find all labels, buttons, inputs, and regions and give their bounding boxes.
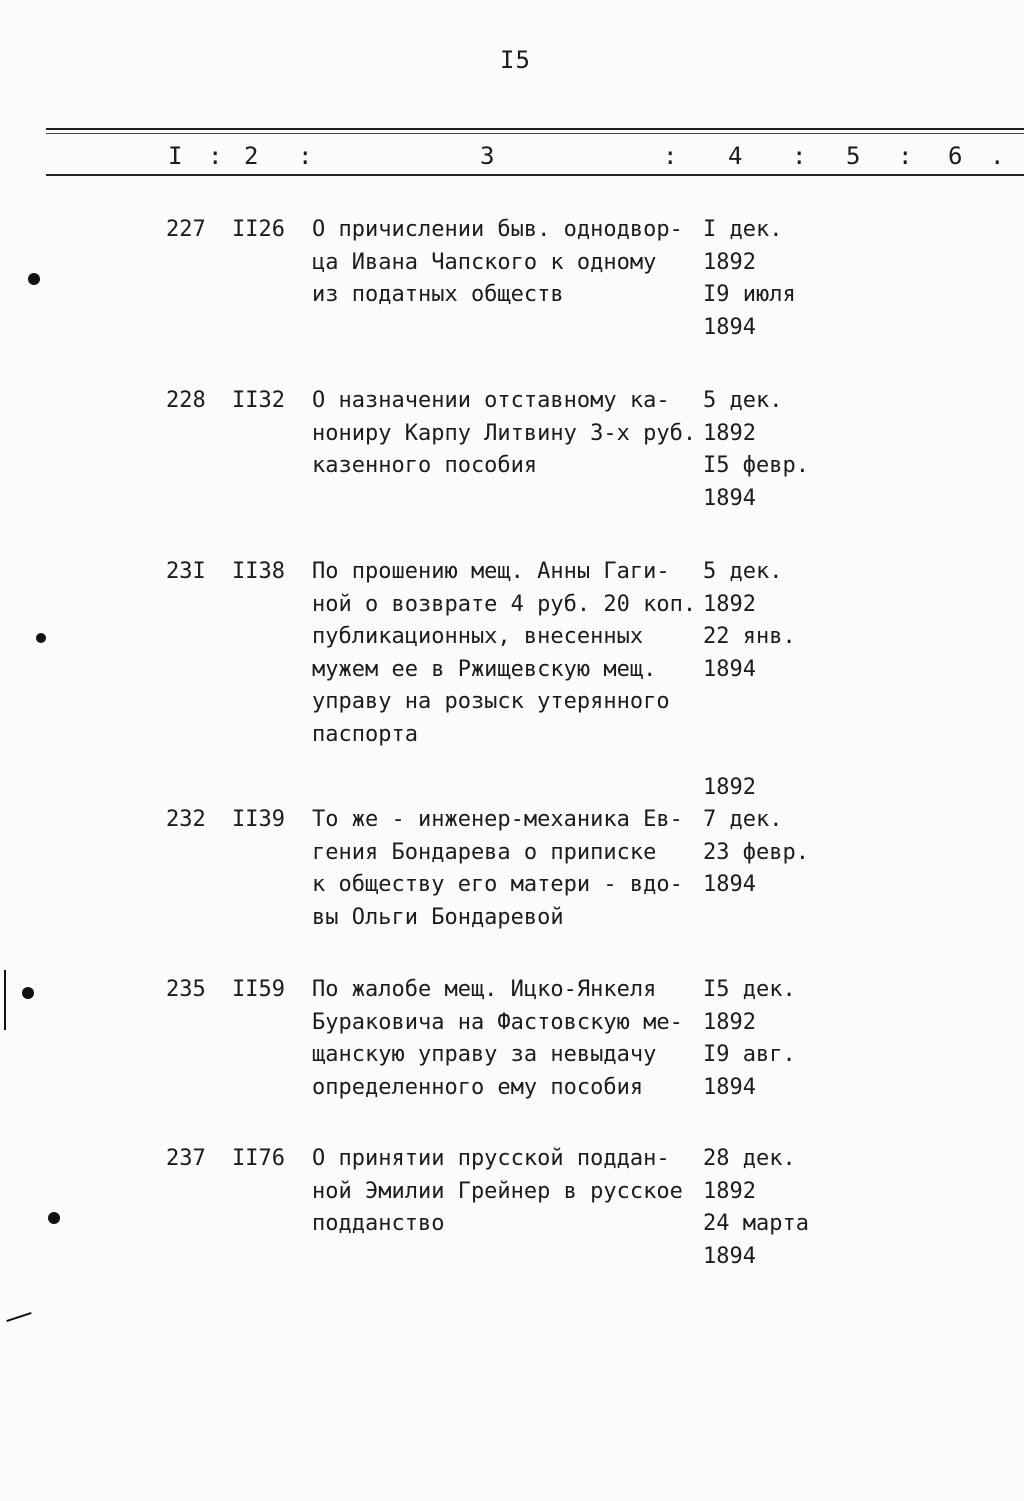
case-dates — [703, 556, 796, 686]
date-line: 23 февр. — [703, 839, 809, 865]
description-line: управу на розыск утерянного — [312, 689, 670, 714]
date-line: 1892 — [703, 1178, 756, 1204]
description-line: О назначении отставному ка- — [312, 388, 670, 413]
description-line: нониру Карпу Литвину 3-х руб. — [312, 420, 697, 446]
date-line: 28 дек. — [703, 1146, 796, 1171]
row-number: 237 — [166, 1146, 206, 1171]
page-number: I5 — [500, 46, 531, 74]
case-description — [312, 385, 696, 483]
date-line: 5 дек. — [703, 559, 783, 584]
date-line: 22 янв. — [703, 624, 796, 649]
case-dates — [703, 974, 796, 1104]
case-dates — [703, 214, 796, 344]
column-header-2: 2 — [244, 142, 259, 170]
date-line: 1892 — [703, 420, 756, 446]
column-header-1: I — [168, 142, 183, 170]
date-line: 1892 — [703, 1009, 756, 1035]
description-line: к обществу его матери - вдо- — [312, 872, 683, 897]
row-number: 232 — [166, 807, 206, 832]
case-number: II26 — [232, 217, 285, 242]
case-description — [312, 974, 683, 1104]
header-separator: : — [298, 142, 313, 170]
date-line: I9 авг. — [703, 1042, 796, 1067]
date-line: 24 марта — [703, 1211, 809, 1236]
column-header-6: 6 — [948, 142, 963, 170]
header-separator: : — [208, 142, 223, 170]
date-line: 1894 — [703, 314, 756, 340]
description-line: мужем ее в Ржищевскую мещ. — [312, 656, 657, 682]
header-rule-bottom — [46, 174, 1024, 176]
column-header-4: 4 — [728, 142, 743, 170]
description-line: определенного ему пособия — [312, 1074, 644, 1100]
description-line: ца Ивана Чапского к одному — [312, 249, 657, 275]
case-description — [312, 556, 696, 751]
column-header-5: 5 — [846, 142, 861, 170]
row-number: 235 — [166, 977, 206, 1002]
row-number: 228 — [166, 388, 206, 413]
date-line-above: 1892 — [703, 774, 756, 800]
description-line: из податных обществ — [312, 282, 564, 307]
description-line: подданство — [312, 1211, 445, 1236]
date-line: I9 июля — [703, 282, 796, 307]
description-line: ной о возврате 4 руб. 20 коп. — [312, 591, 697, 617]
case-dates — [703, 1143, 809, 1273]
date-line: 1894 — [703, 1074, 756, 1100]
column-header-3: 3 — [480, 142, 495, 170]
date-line: 5 дек. — [703, 388, 783, 413]
description-line: То же - инженер-механика Ев- — [312, 807, 683, 832]
header-separator: : — [663, 142, 678, 170]
binder-hole-mark — [48, 1212, 60, 1224]
case-description — [312, 804, 683, 934]
description-line: О причислении быв. однодвор- — [312, 217, 683, 242]
date-line: 1894 — [703, 656, 756, 682]
date-line: 1894 — [703, 872, 756, 897]
date-line: 1892 — [703, 249, 756, 275]
date-line: 1894 — [703, 1243, 756, 1269]
case-number: II39 — [232, 807, 285, 832]
header-separator: : — [792, 142, 807, 170]
case-number: II59 — [232, 977, 285, 1002]
description-line: ной Эмилии Грейнер в русское — [312, 1178, 683, 1204]
date-line: 1894 — [703, 485, 756, 511]
case-number: II38 — [232, 559, 285, 584]
date-line: I5 дек. — [703, 977, 796, 1002]
binder-hole-mark — [22, 987, 34, 999]
header-separator: : — [898, 142, 913, 170]
description-line: паспорта — [312, 721, 418, 747]
case-description — [312, 1143, 683, 1241]
description-line: По прошению мещ. Анны Гаги- — [312, 559, 670, 584]
description-line: публикационных, внесенных — [312, 624, 644, 649]
description-line: щанскую управу за невыдачу — [312, 1042, 657, 1067]
binder-hole-mark — [36, 633, 46, 643]
case-number: II76 — [232, 1146, 285, 1171]
description-line: вы Ольги Бондаревой — [312, 904, 564, 930]
case-description — [312, 214, 683, 312]
header-end-mark: . — [990, 142, 1005, 170]
case-dates — [703, 774, 809, 902]
description-line: казенного пособия — [312, 453, 538, 478]
scan-line-mark — [4, 970, 6, 1030]
description-line: О принятии прусской поддан- — [312, 1146, 670, 1171]
date-line: I5 февр. — [703, 453, 809, 478]
description-line: гения Бондарева о приписке — [312, 839, 657, 865]
case-number: II32 — [232, 388, 285, 413]
date-line: I дек. — [703, 217, 783, 242]
header-rule-top-thin — [46, 133, 1024, 134]
binder-hole-mark — [28, 273, 40, 285]
header-rule-top — [46, 128, 1024, 130]
date-line: 1892 — [703, 591, 756, 617]
description-line: Бураковича на Фастовскую ме- — [312, 1009, 683, 1035]
description-line: По жалобе мещ. Ицко-Янкеля — [312, 977, 657, 1002]
case-dates — [703, 385, 809, 515]
scan-line-mark — [6, 1312, 31, 1322]
date-line: 7 дек. — [703, 807, 783, 832]
row-number: 227 — [166, 217, 206, 242]
row-number: 23I — [166, 559, 206, 584]
